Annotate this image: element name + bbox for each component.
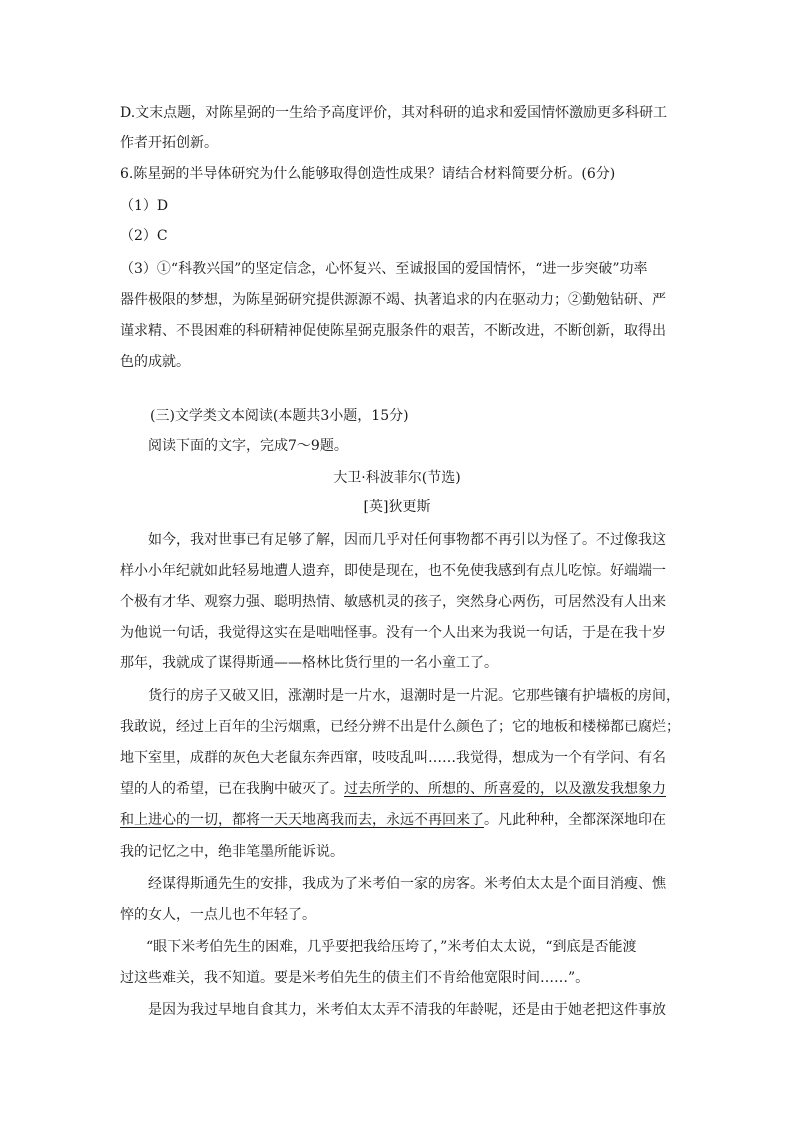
p4-line1: “眼下米考伯先生的困难，几乎要把我给压垮了，”米考伯太太说，“到底是否能渡 [146, 939, 637, 955]
passage-title: 大卫·科波菲尔(节选) [333, 470, 461, 486]
answer-1: （1）D [120, 198, 169, 214]
answer-3-line2: 器件极限的梦想，为陈星弼研究提供源源不竭、执著追求的内在驱动力；②勤勉钻研、严 [120, 292, 666, 308]
p1-line3: 个极有才华、观察力强、聪明热情、敏感机灵的孩子，突然身心两伤，可居然没有人出来 [120, 594, 666, 610]
p2-line4-text: 望的人的希望，已在我胸中破灭了。 [120, 781, 344, 797]
p4-line2: 过这些难关，我不知道。要是米考伯先生的债主们不肯给他宽限时间……”。 [120, 970, 590, 986]
option-d-line2: 作者开拓创新。 [120, 135, 218, 151]
p2-underlined-part2: 和上进心的一切，都将一天天地离我而去，永远不再回来了 [120, 812, 484, 828]
answer-2: （2）C [120, 228, 168, 244]
instruction: 阅读下面的文字，完成7～9题。 [148, 438, 348, 454]
p2-line2: 我敢说，经过上百年的尘污烟熏，已经分辨不出是什么颜色了；它的地板和楼梯都已腐烂； [120, 719, 680, 735]
p2-line1: 货行的房子又破又旧，涨潮时是一片水，退潮时是一片泥。它那些镶有护墙板的房间， [148, 688, 680, 704]
p2-line4 [120, 779, 666, 799]
option-d-line1: D.文末点题，对陈星弼的一生给予高度评价，其对科研的追求和爱国情怀激励更多科研工 [120, 105, 668, 121]
p1-line1: 如今，我对世事已有足够了解，因而几乎对任何事物都不再引以为怪了。不过像我这 [148, 532, 666, 548]
p3-line1: 经谋得斯通先生的安排，我成为了米考伯一家的房客。米考伯太太是个面目消瘦、憔 [148, 876, 666, 892]
p2-line3: 地下室里，成群的灰色大老鼠东奔西窜，吱吱乱叫……我觉得，想成为一个有学问、有名 [120, 750, 666, 766]
p2-underlined-part1: 过去所学的、所想的、所喜爱的，以及激发我想象力 [344, 781, 666, 797]
p2-line5 [120, 810, 666, 830]
answer-3-line3: 谨求精、不畏困难的科研精神促使陈星弼克服条件的艰苦，不断改进，不断创新，取得出 [120, 323, 666, 339]
answer-3-line4: 色的成就。 [120, 354, 190, 370]
p3-line2: 悴的女人，一点儿也不年轻了。 [120, 907, 316, 923]
answer-3-line1: （3）①“科教兴国”的坚定信念，心怀复兴、至诚报国的爱国情怀，“进一步突破”功率 [120, 261, 648, 277]
p2-line5-after: 。凡此种种，全都深深地印在 [484, 812, 666, 828]
p1-line5: 那年，我就成了谋得斯通——格林比货行里的一名小童工了。 [120, 655, 498, 671]
section-heading: (三)文学类文本阅读(本题共3小题，15分) [150, 408, 409, 424]
p5-line1: 是因为我过早地自食其力，米考伯太太弄不清我的年龄呢，还是由于她老把这件事放 [148, 1002, 666, 1018]
p2-line6: 我的记忆之中，绝非笔墨所能诉说。 [120, 844, 344, 860]
p1-line4: 为他说一句话，我觉得这实在是咄咄怪事。没有一个人出来为我说一句话，于是在我十岁 [120, 625, 666, 641]
question-6-prompt: 6.陈星弼的半导体研究为什么能够取得创造性成果？请结合材料简要分析。(6分) [120, 166, 616, 182]
passage-author: [英]狄更斯 [363, 499, 431, 515]
p1-line2: 样小小年纪就如此轻易地遭人遗弃，即使是现在，也不免使我感到有点儿吃惊。好端端一 [120, 563, 666, 579]
